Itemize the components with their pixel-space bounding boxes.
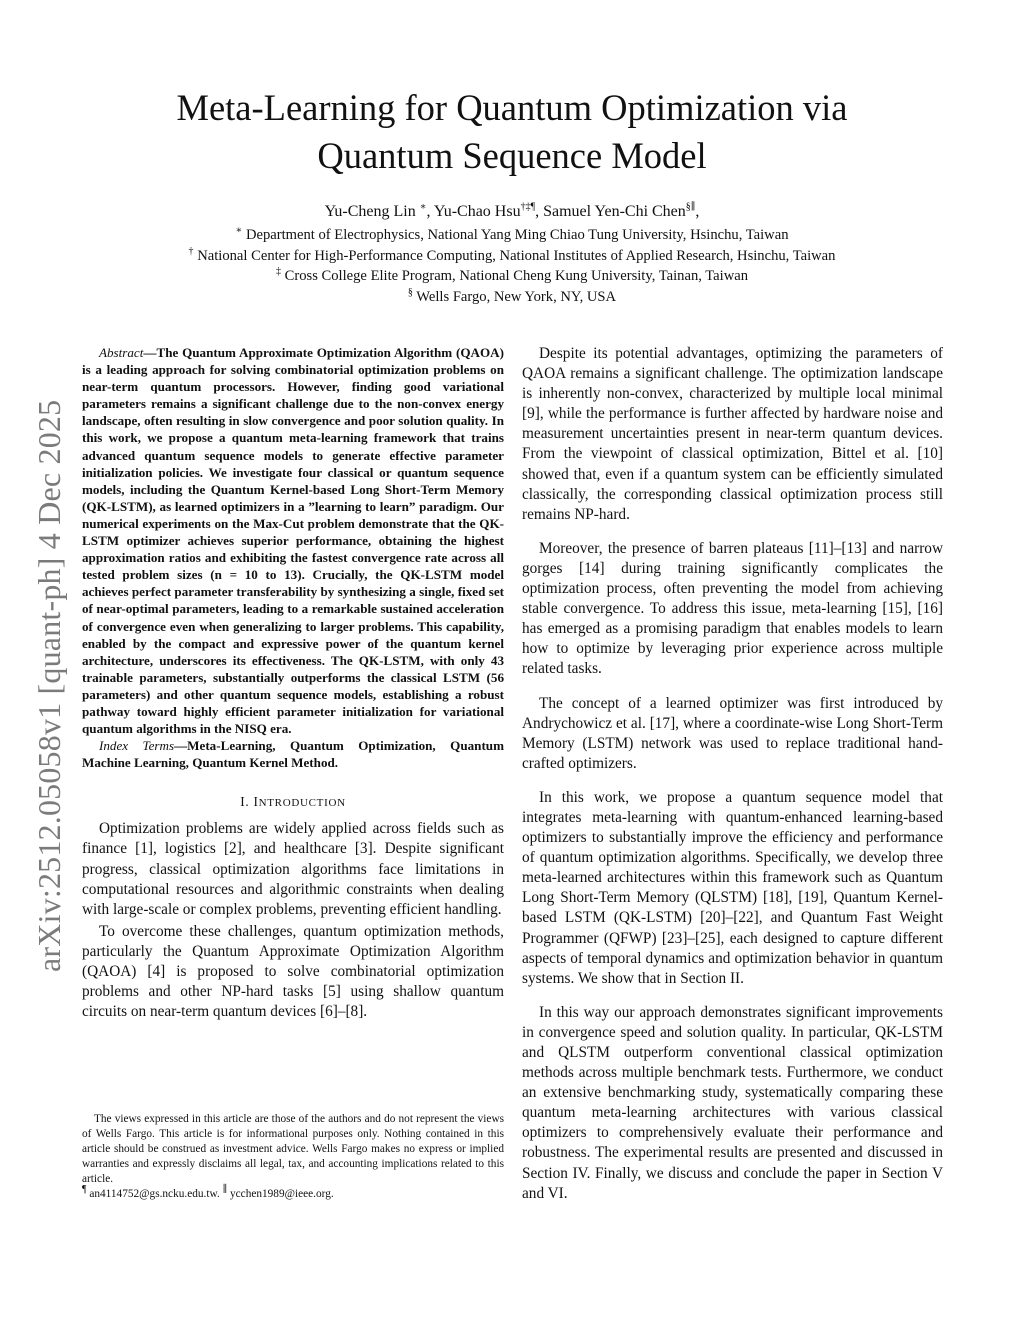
author-list: Yu-Cheng Lin ∗, Yu-Chao Hsu†‡¶, Samuel Yen-Chi Chen§∥, — [324, 201, 700, 220]
affiliation-4-text: Wells Fargo, New York, NY, USA — [416, 288, 617, 305]
section-rest: NTRODUCTION — [258, 797, 346, 810]
footnote-disclaimer: The views expressed in this article are those of the authors and do not represent the views of Wells Fargo. This article is for informational purposes only. Nothing contained in this article should be construed as investment advice. Wells Fargo makes no express or implied warranties and expressly disclaims all legal, tax, and accounting implications related to this article. — [82, 1113, 504, 1186]
affiliation-4-mark: § — [407, 286, 413, 298]
author-3-mark: §∥ — [685, 201, 696, 213]
section-number: I. — [240, 794, 254, 810]
footnote-emails — [82, 1184, 504, 1202]
body-paragraph-5: In this way our approach demonstrates significant improvements in convergence speed and solution quality. In particular, QK-LSTM and QLSTM outperform conventional classical optimization methods across multiple benchmark tests. Furthermore, we conduct an extensive benchmarking study, systematically comparing these quantum meta-learning architectures with various classical optimizers to comprehensively evaluate their performance and robustness. The experimental results are presented and discussed in Section IV. Finally, we discuss and conclude the paper in Section V and VI. — [522, 1003, 943, 1202]
affiliation-1-text: Department of Electrophysics, National Yang Ming Chiao Tung University, Hsinchu, Taiwan — [245, 227, 789, 243]
affiliation-2 — [0, 246, 1024, 267]
email-2-mark: ∥ — [222, 1184, 228, 1196]
body-paragraph-2: Moreover, the presence of barren plateaus [11]–[13] and narrow gorges [14] during training significantly complicates the optimization process, often preventing the model from achieving stable convergence. To address this issue, meta-learning [15], [16] has emerged as a promising paradigm that enables models to learn how to optimize by leveraging prior experience across multiple related tasks. — [522, 539, 943, 678]
body-paragraph-1: Despite its potential advantages, optimizing the parameters of QAOA remains a significant challenge. The optimization landscape is inherently non-convex, characterized by multiple local minimal [9], while the performance is further affected by hardware noise and measurement uncertainties present in near-term quantum devices. From the viewpoint of classical optimization, Bittel et al. [10] showed that, even if a quantum system can be efficiently simulated classically, the corresponding classical optimization process still remains NP-hard. — [522, 345, 943, 523]
paper-title — [0, 84, 1024, 180]
affiliation-3-text: Cross College Elite Program, National Cheng Kung University, Tainan, Taiwan — [284, 268, 749, 284]
email-1-mark: ¶ — [82, 1184, 87, 1196]
arxiv-stamp: arXiv:2512.05058v1 [quant-ph] 4 Dec 2025 — [31, 399, 67, 972]
title-line-1: Meta-Learning for Quantum Optimization via — [176, 87, 848, 128]
body-paragraph-3: The concept of a learned optimizer was first introduced by Andrychowicz et al. [17], where a coordinate-wise Long Short-Term Memory (LSTM) network was used to replace traditional hand-crafted optimizers. — [522, 694, 943, 772]
author-1-mark: ∗ — [419, 201, 427, 213]
email-1: an4114752@gs.ncku.edu.tw. — [89, 1188, 220, 1201]
affiliation-3 — [0, 266, 1024, 287]
abstract — [82, 344, 504, 737]
left-column — [82, 344, 504, 1022]
author-2: Yu-Chao Hsu — [433, 203, 521, 220]
affiliation-2-mark: † — [188, 245, 194, 257]
affiliation-1-mark: ∗ — [235, 225, 243, 237]
author-2-mark: †‡¶ — [520, 201, 536, 213]
abstract-text: —The Quantum Approximate Optimization Algorithm (QAOA) is a leading approach for solving combinatorial optimization problems on near-term quantum processors. However, finding good variational parameters remains a significant challenge due to the non-convex energy landscape, often resulting in slow convergence and poor solution quality. In this work, we propose a quantum meta-learning framework that trains advanced quantum sequence models to generate effective parameter initialization policies. We investigate four classical or quantum sequence models, including the Quantum Kernel-based Long Short-Term Memory (QK-LSTM), as learned optimizers in a ”learning to learn” paradigm. Our numerical experiments on the Max-Cut problem demonstrate that the QK-LSTM optimizer achieves superior performance, obtaining the highest approximation ratios and exhibiting the fastest convergence rate across all tested problem sizes (n = 10 to 13). Crucially, the QK-LSTM model achieves perfect parameter transferability by synthesizing a single, fixed set of near-optimal parameters, leading to a remarkable sustained acceleration of convergence even when generalizing to larger problems. This capability, enabled by the compact and expressive power of the quantum kernel architecture, underscores its effectiveness. The QK-LSTM, with only 43 trainable parameters, substantially outperforms the classical LSTM (56 parameters) and other quantum sequence models, establishing a robust pathway toward highly efficient parameter initialization for variational quantum algorithms in the NISQ era. — [82, 345, 504, 737]
index-terms-text: —Meta-Learning, Quantum Optimization, Quantum Machine Learning, Quantum Kernel Method. — [82, 738, 504, 771]
author-1: Yu-Cheng Lin — [324, 203, 416, 220]
title-line-2: Quantum Sequence Model — [317, 135, 707, 176]
email-2: ycchen1989@ieee.org. — [230, 1188, 334, 1201]
affiliation-3-mark: ‡ — [275, 266, 281, 278]
author-3: Samuel Yen-Chi Chen — [543, 203, 686, 220]
index-terms — [82, 737, 504, 771]
section-heading-introduction — [82, 794, 504, 810]
intro-paragraph-2: To overcome these challenges, quantum optimization methods, particularly the Quantum Approximate Optimization Algorithm (QAOA) [4] is proposed to solve combinatorial optimization problems and other NP-hard tasks [5] using shallow quantum circuits on near-term quantum devices [6]–[8]. — [82, 922, 504, 1021]
intro-paragraph-1: Optimization problems are widely applied across fields such as finance [1], logistics [2], and healthcare [3]. Despite significant progress, classical optimization algorithms face limitations in computational resources and algorithmic constraints when dealing with large-scale or complex problems, preventing efficient handling. — [82, 820, 504, 918]
affiliation-1 — [0, 225, 1024, 246]
section-initial: I — [253, 794, 259, 810]
body-paragraph-4: In this work, we propose a quantum sequence model that integrates meta-learning with quantum-enhanced learning-based optimizers to substantially improve the efficiency and performance of quantum optimization algorithms. Specifically, we develop three meta-learned architectures within this framework such as Quantum Long Short-Term Memory (QLSTM) [18], [19], Quantum Kernel-based LSTM (QK-LSTM) [20]–[22], and Quantum Fast Weight Programmer (QFWP) [23]–[25], each designed to capture different aspects of temporal dynamics and optimization behavior in quantum systems. We show that in Section II. — [522, 788, 943, 987]
affiliation-4 — [0, 287, 1024, 308]
abstract-lead: Abstract — [99, 345, 144, 360]
index-terms-lead: Index Terms — [99, 738, 175, 754]
affiliations — [0, 225, 1024, 307]
affiliation-2-text: National Center for High-Performance Computing, National Institutes of Applied Research, Hsinchu, Taiwan — [197, 247, 836, 264]
footnote — [82, 1112, 504, 1203]
right-column — [522, 344, 943, 1218]
